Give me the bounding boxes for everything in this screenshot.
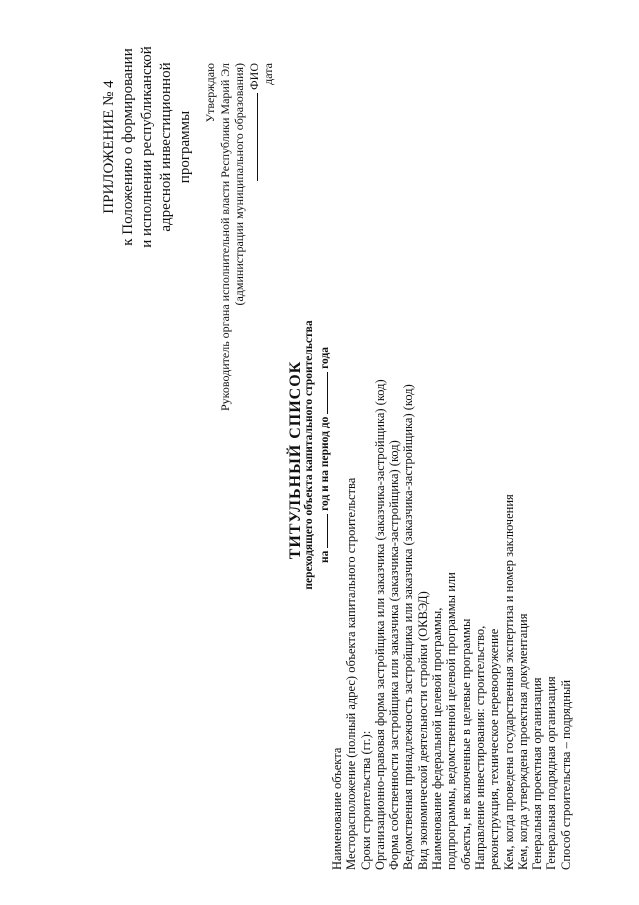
field-investment-direction: Направление инвестирования: строительство, — [472, 625, 487, 870]
approver-subtitle: (администрации муниципального образования) — [232, 63, 246, 306]
field-general-contractor: Генеральная подрядная организация — [544, 676, 559, 870]
field-location: Месторасположение (полный адрес) объекта капитального строительства — [344, 477, 359, 870]
field-construction-period: Сроки строительства (гг.): — [358, 730, 373, 870]
approver-title: Руководитель органа исполнительной власти Республики Марий Эл — [217, 63, 232, 412]
field-program-name-cont: объекты, не включенные в целевые программы — [458, 618, 473, 870]
field-project-approval: Кем, когда утверждена проектная документация — [515, 613, 530, 870]
signature-line — [247, 63, 262, 435]
field-okved: Вид экономической деятельности стройки (ОКВЭД) — [415, 591, 430, 870]
approve-word: Утверждаю — [203, 63, 217, 123]
period-na: на — [319, 550, 331, 564]
appendix-line: программы — [177, 110, 193, 184]
year-blank — [317, 514, 328, 548]
document-subtitle — [302, 245, 333, 665]
period-mid: год и на период до — [319, 416, 331, 511]
signature-label: ФИО — [246, 63, 261, 90]
appendix-line: к Положению о формировании — [120, 48, 136, 246]
period-end: года — [319, 346, 331, 369]
field-program-name: Наименование федеральной целевой программы, — [430, 607, 445, 870]
field-investment-direction-cont: реконструкция, техническое перевооружение — [487, 628, 502, 870]
date-label: дата — [261, 63, 275, 85]
field-general-designer: Генеральная проектная организация — [530, 677, 545, 870]
field-construction-method: Способ строительства – подрядный — [558, 679, 573, 870]
field-object-name: Наименование объекта — [330, 747, 344, 870]
field-program-name-cont: подпрограммы, ведомственной целевой программы или — [444, 572, 459, 870]
document-title: ТИТУЛЬНЫЙ СПИСОК — [287, 360, 304, 560]
field-ownership-form: Форма собственности застройщика или заказчика (заказчика-застройщика) (код) — [387, 440, 402, 870]
approval-block — [203, 63, 276, 435]
appendix-line: адресной инвестиционной — [158, 62, 174, 232]
field-departmental-affiliation: Ведомственная принадлежность застройщика или заказчика (заказчика-застройщика) (код) — [401, 384, 416, 870]
appendix-number: ПРИЛОЖЕНИЕ № 4 — [101, 80, 117, 214]
field-legal-form: Организационно-правовая форма застройщика или заказчика (заказчика-застройщика) (код) — [372, 379, 387, 870]
fields-list — [330, 350, 573, 870]
appendix-header — [100, 17, 195, 277]
subtitle-line: переходящего объекта капитального строительства — [303, 320, 315, 590]
signature-underline — [247, 93, 258, 181]
field-state-expertise: Кем, когда проведена государственная экспертиза и номер заключения — [501, 494, 516, 870]
appendix-line: и исполнении республиканской — [139, 46, 155, 248]
period-year-blank — [317, 372, 328, 414]
